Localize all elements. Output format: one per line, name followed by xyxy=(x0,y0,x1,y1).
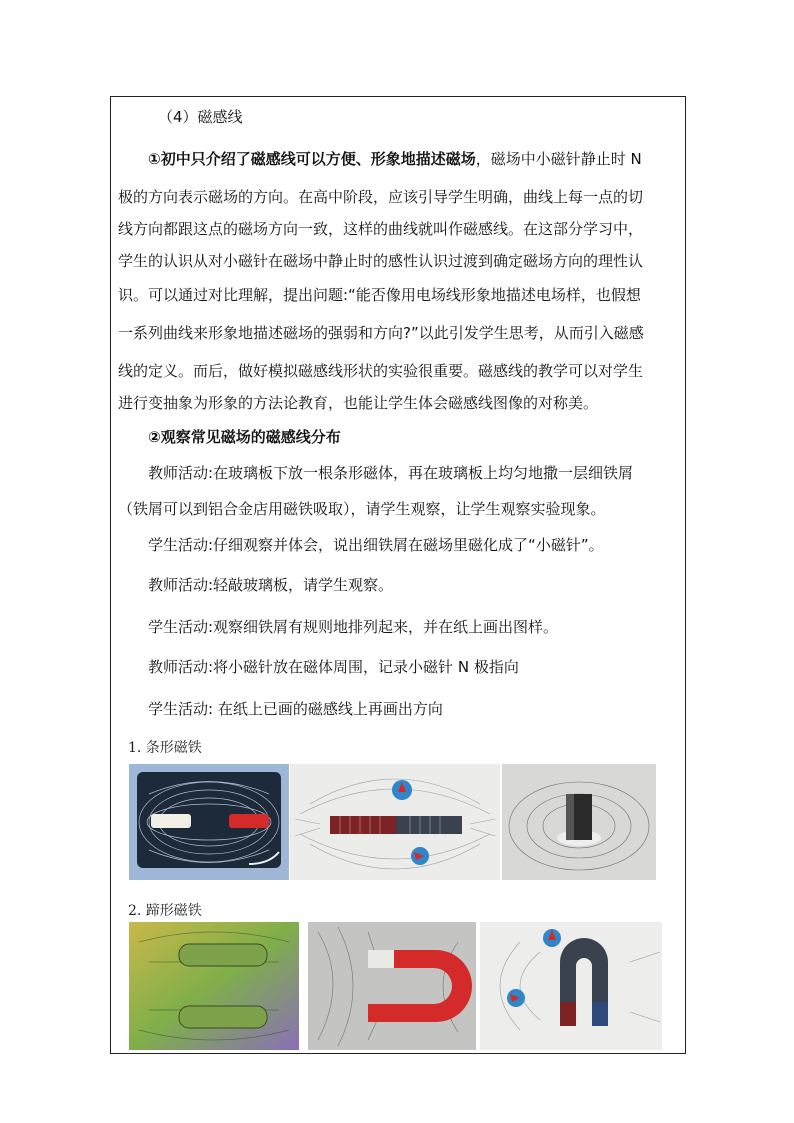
activity-line: （铁屑可以到铝合金店用磁铁吸取），请学生观察，让学生观察实验现象。 xyxy=(118,500,606,518)
para1-line8: 进行变抽象为形象的方法论教育，也能让学生体会磁感线图像的对称美。 xyxy=(118,394,599,412)
para1-rest: ，磁场中小磁针静止时 N xyxy=(475,150,642,168)
activity-line: 教师活动:轻敲玻璃板，请学生观察。 xyxy=(148,576,394,594)
activity-line: 学生活动: 在纸上已画的磁感线上再画出方向 xyxy=(148,700,443,718)
horseshoe-compass-photo xyxy=(480,922,662,1050)
bar-magnet-glass-photo xyxy=(129,764,289,880)
activity-line: 教师活动:将小磁针放在磁体周围，记录小磁针 N 极指向 xyxy=(148,658,519,676)
para1-line3: 线方向都跟这点的磁场方向一致，这样的曲线就叫作磁感线。在这部分学习中， xyxy=(118,220,644,238)
text-body xyxy=(118,96,680,736)
para1-line7: 线的定义。而后，做好模拟磁感线形状的实验很重要。磁感线的教学可以对学生 xyxy=(118,362,644,380)
para1-line1 xyxy=(148,148,642,169)
activity-line: 教师活动:在玻璃板下放一根条形磁体，再在玻璃板上均匀地撒一层细铁屑 xyxy=(148,464,634,482)
subheading-2: ②观察常见磁场的磁感线分布 xyxy=(148,428,341,446)
section-title: （4）磁感线 xyxy=(158,108,243,126)
figure-label-bar-magnet: 1. 条形磁铁 xyxy=(128,740,202,756)
bar-magnet-compass-photo xyxy=(290,764,500,880)
horseshoe-filings-photo xyxy=(129,922,299,1050)
para1-line2: 极的方向表示磁场的方向。在高中阶段，应该引导学生明确，曲线上每一点的切 xyxy=(118,188,644,206)
figure-label-horseshoe-magnet: 2. 蹄形磁铁 xyxy=(128,903,202,919)
para1-line6: 一系列曲线来形象地描述磁场的强弱和方向?”以此引发学生思考，从而引入磁感 xyxy=(118,324,644,342)
para1-bold-lead: ①初中只介绍了磁感线可以方便、形象地描述磁场 xyxy=(148,150,476,168)
activity-line: 学生活动:观察细铁屑有规则地排列起来，并在纸上画出图样。 xyxy=(148,618,559,636)
bar-magnet-radial-photo xyxy=(502,764,656,880)
para1-line5: 识。可以通过对比理解，提出问题:“能否像用电场线形象地描述电场样，也假想 xyxy=(118,286,641,304)
activity-line: 学生活动:仔细观察并体会，说出细铁屑在磁场里磁化成了“小磁针”。 xyxy=(148,536,604,554)
horseshoe-red-photo xyxy=(308,922,476,1050)
para1-line4: 学生的认识从对小磁针在磁场中静止时的感性认识过渡到确定磁场方向的理性认 xyxy=(118,252,644,270)
